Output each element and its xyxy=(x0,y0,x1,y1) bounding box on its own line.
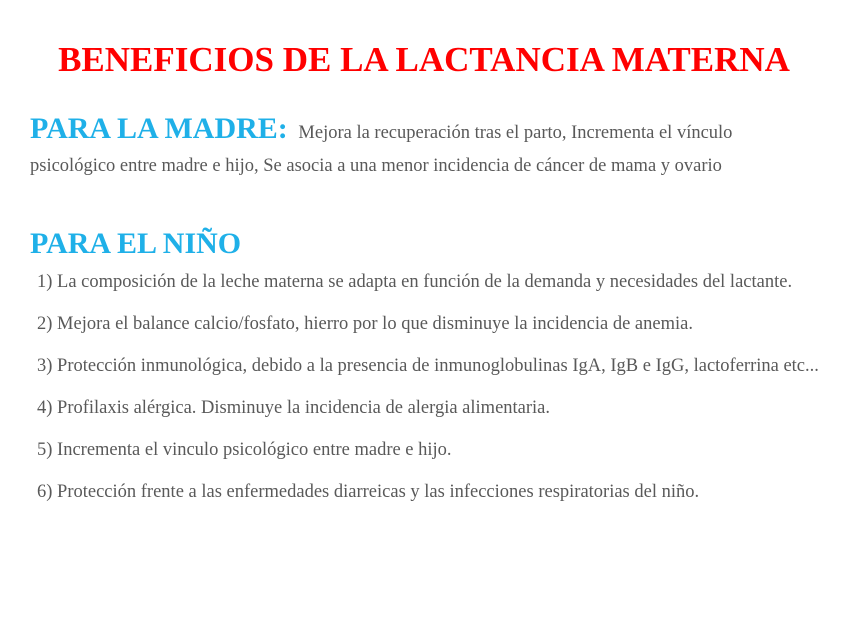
nino-benefits-list xyxy=(37,268,832,520)
list-item: 4) Profilaxis alérgica. Disminuye la incidencia de alergia alimentaria. xyxy=(37,398,551,418)
madre-heading: PARA LA MADRE: xyxy=(30,112,288,145)
slide-title: BENEFICIOS DE LA LACTANCIA MATERNA xyxy=(58,40,790,79)
madre-section xyxy=(30,112,810,183)
list-item: 5) Incrementa el vinculo psicológico entre madre e hijo. xyxy=(37,440,452,460)
madre-text: Mejora la recuperación tras el parto, Incrementa el vínculo psicológico entre madre e hijo, Se asocia a una menor incidencia de cáncer de mama y ovario xyxy=(30,123,733,176)
list-item: 1) La composición de la leche materna se adapta en función de la demanda y necesidades del lactante. xyxy=(37,272,793,292)
list-item: 2) Mejora el balance calcio/fosfato, hierro por lo que disminuye la incidencia de anemia. xyxy=(37,314,693,334)
list-item: 3) Protección inmunológica, debido a la presencia de inmunoglobulinas IgA, IgB e IgG, lactoferrina etc... xyxy=(37,356,819,376)
list-item: 6) Protección frente a las enfermedades diarreicas y las infecciones respiratorias del niño. xyxy=(37,482,700,502)
nino-heading: PARA EL NIÑO xyxy=(30,227,242,260)
